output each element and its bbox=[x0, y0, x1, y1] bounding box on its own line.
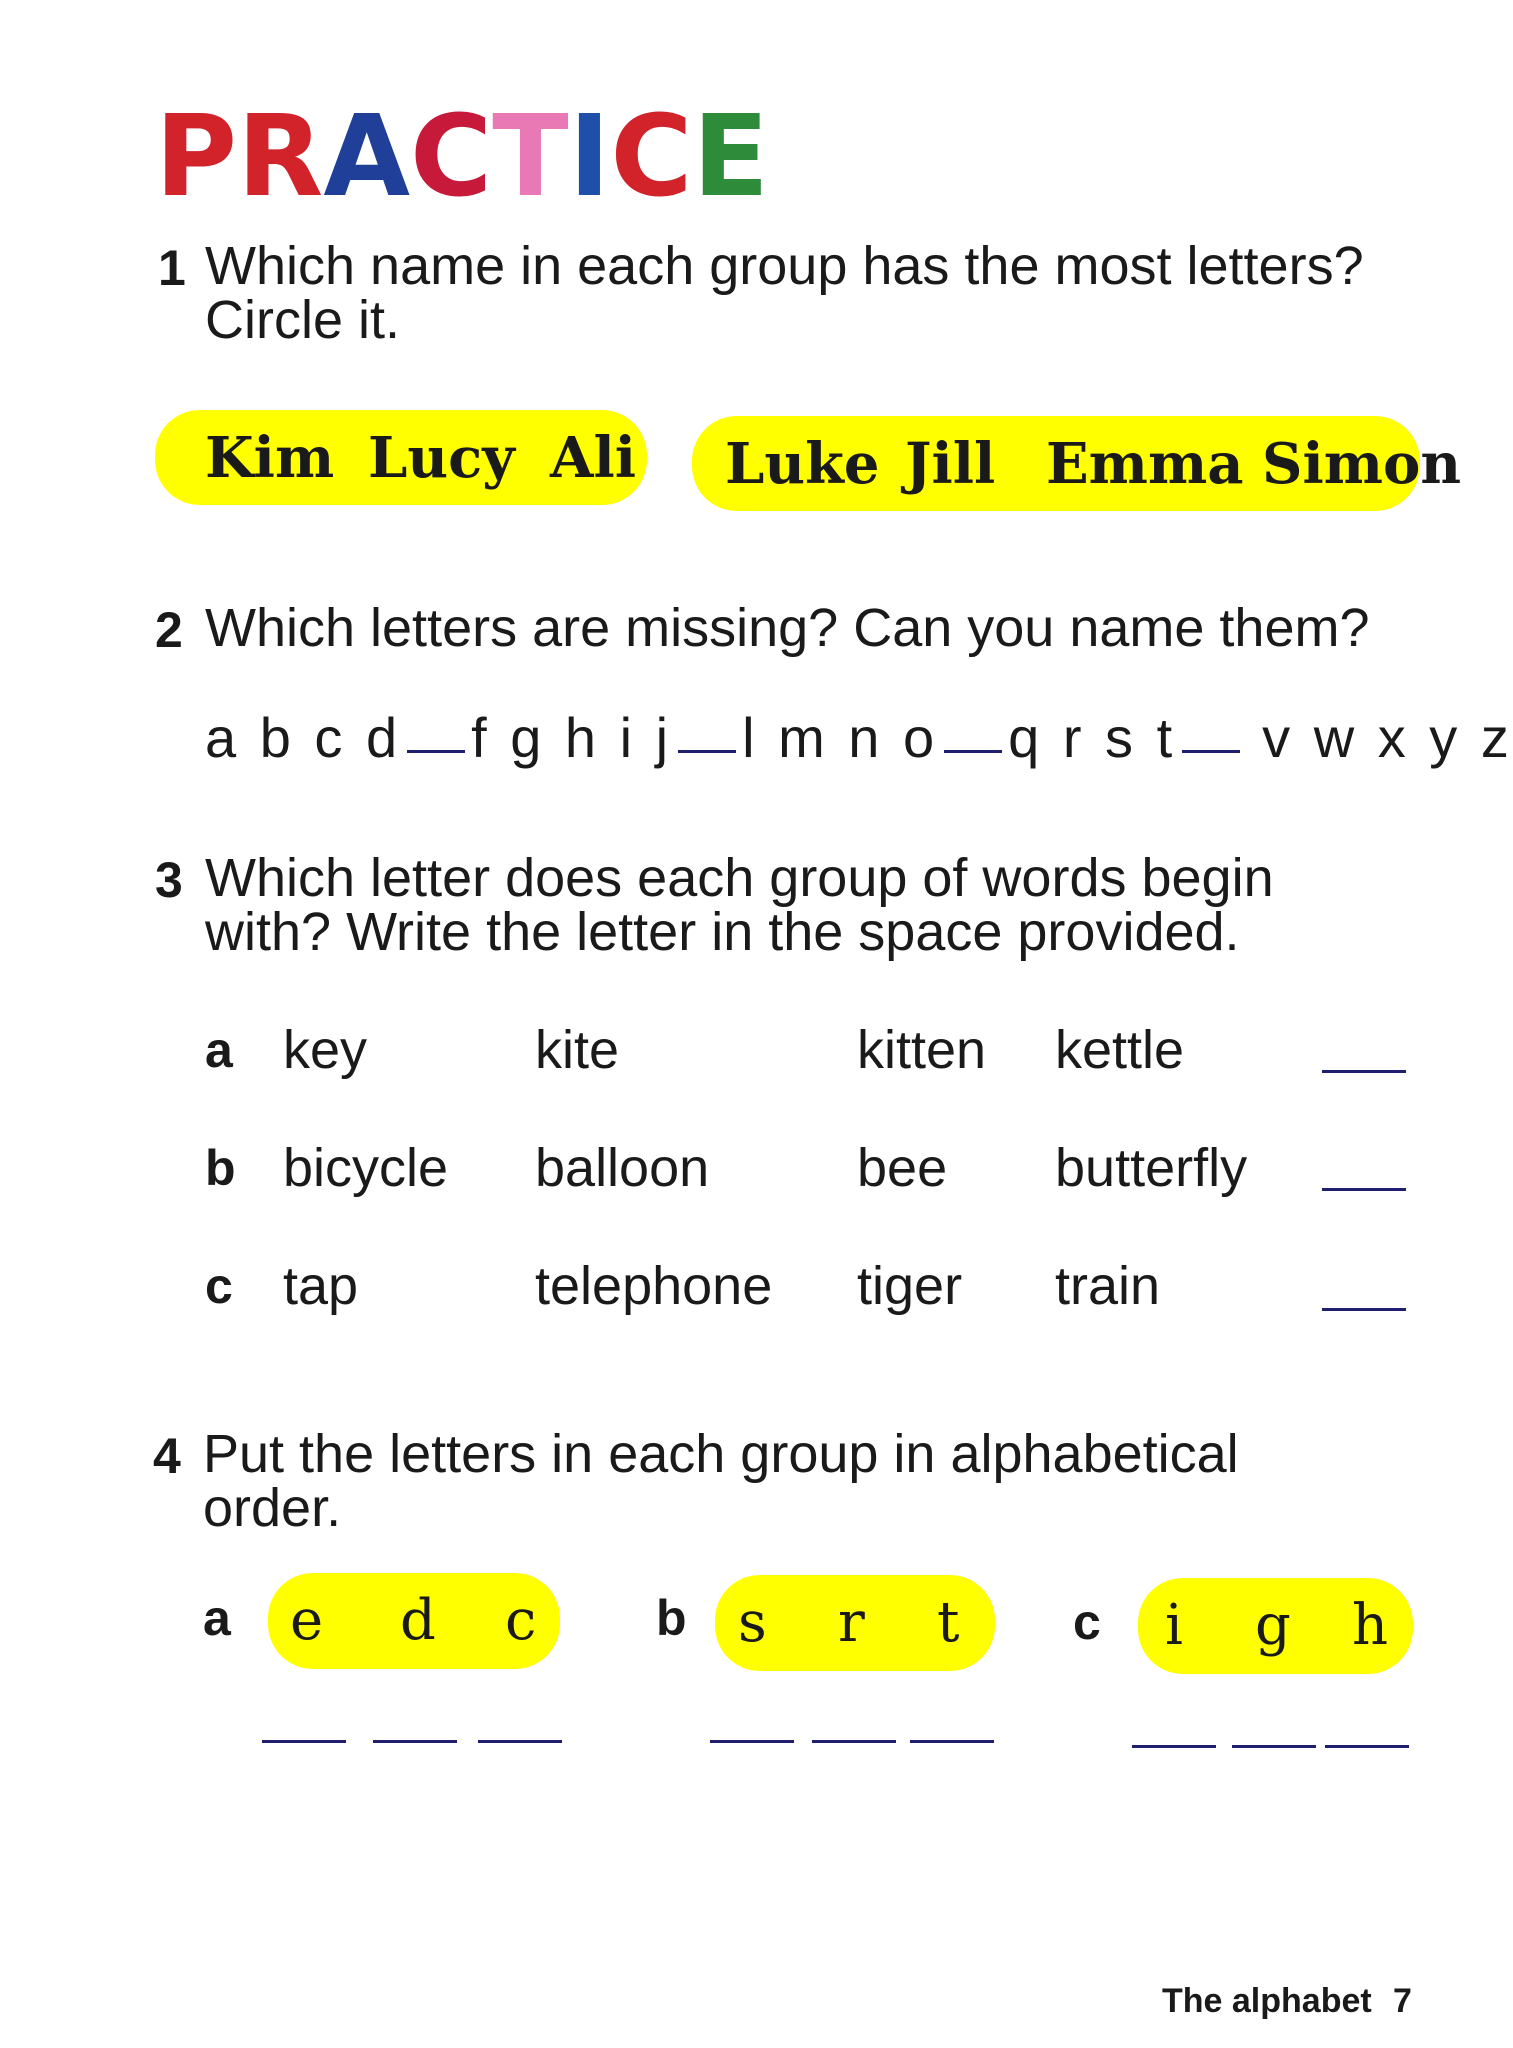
letter: e bbox=[290, 1588, 324, 1653]
name-option[interactable]: Kim bbox=[205, 425, 335, 491]
title-letter: E bbox=[692, 92, 770, 222]
letter: h bbox=[1352, 1593, 1389, 1658]
group-label: c bbox=[1073, 1594, 1101, 1650]
word: train bbox=[1055, 1256, 1161, 1316]
answer-blank[interactable] bbox=[1322, 1070, 1406, 1073]
title-letter: R bbox=[237, 92, 324, 222]
question-4-text-line2: order. bbox=[203, 1478, 342, 1538]
title-letter: I bbox=[568, 92, 611, 222]
word: tiger bbox=[857, 1256, 963, 1316]
title-letter: A bbox=[323, 92, 411, 222]
question-4-text-line1: Put the letters in each group in alphabetical bbox=[203, 1424, 1239, 1484]
word: tap bbox=[283, 1256, 359, 1316]
question-4-number: 4 bbox=[153, 1428, 181, 1484]
answer-blank[interactable] bbox=[1322, 1308, 1406, 1311]
row-label: c bbox=[205, 1258, 233, 1314]
order-blank[interactable] bbox=[710, 1740, 794, 1743]
word: bicycle bbox=[283, 1138, 449, 1198]
row-label: a bbox=[205, 1022, 233, 1078]
page-number: 7 bbox=[1393, 1982, 1412, 2020]
alphabet-segment: a b c d bbox=[205, 706, 402, 769]
row-label: b bbox=[205, 1140, 236, 1196]
page-title bbox=[155, 92, 769, 222]
name-option[interactable]: Ali bbox=[550, 425, 636, 491]
group-label: a bbox=[203, 1590, 231, 1646]
name-option[interactable]: Emma bbox=[1046, 431, 1244, 497]
question-2-number: 2 bbox=[155, 602, 183, 658]
missing-letter-blank[interactable] bbox=[407, 750, 465, 753]
letter: g bbox=[1255, 1593, 1291, 1658]
question-3-text-line1: Which letter does each group of words begin bbox=[205, 848, 1274, 908]
alphabet-sequence bbox=[205, 708, 1513, 768]
alphabet-segment: q r s t bbox=[1008, 706, 1177, 769]
question-3-number: 3 bbox=[155, 852, 183, 908]
letter: d bbox=[400, 1588, 436, 1653]
word: kettle bbox=[1055, 1020, 1185, 1080]
missing-letter-blank[interactable] bbox=[944, 750, 1002, 753]
word: kitten bbox=[857, 1020, 987, 1080]
alphabet-segment: l m n o bbox=[742, 706, 939, 769]
letter: s bbox=[738, 1590, 767, 1655]
order-blank[interactable] bbox=[910, 1740, 994, 1743]
group-label: b bbox=[656, 1590, 687, 1646]
name-option[interactable]: Jill bbox=[905, 431, 996, 497]
name-option[interactable]: Lucy bbox=[368, 425, 515, 491]
order-blank[interactable] bbox=[262, 1740, 346, 1743]
letter: r bbox=[838, 1590, 865, 1655]
letter: c bbox=[505, 1588, 537, 1653]
title-letter: P bbox=[155, 92, 238, 222]
word: key bbox=[283, 1020, 368, 1080]
footer-section-title: The alphabet bbox=[1162, 1982, 1372, 2020]
order-blank[interactable] bbox=[812, 1740, 896, 1743]
word: kite bbox=[535, 1020, 620, 1080]
question-3-text-line2: with? Write the letter in the space provided. bbox=[205, 902, 1240, 962]
title-letter: C bbox=[410, 92, 493, 222]
order-blank[interactable] bbox=[478, 1740, 562, 1743]
alphabet-segment: v w x y z bbox=[1262, 706, 1513, 769]
question-1-text-line1: Which name in each group has the most letters? bbox=[205, 236, 1364, 296]
name-option[interactable]: Luke bbox=[725, 431, 880, 497]
order-blank[interactable] bbox=[1325, 1745, 1409, 1748]
name-option[interactable]: Simon bbox=[1262, 431, 1462, 497]
question-1-number: 1 bbox=[158, 240, 186, 296]
question-1-text-line2: Circle it. bbox=[205, 290, 401, 350]
order-blank[interactable] bbox=[1232, 1745, 1316, 1748]
order-blank[interactable] bbox=[373, 1740, 457, 1743]
word: balloon bbox=[535, 1138, 710, 1198]
letter: t bbox=[937, 1590, 960, 1655]
word: telephone bbox=[535, 1256, 773, 1316]
letter: i bbox=[1165, 1593, 1183, 1658]
alphabet-segment: f g h i j bbox=[471, 706, 673, 769]
title-letter: C bbox=[610, 92, 693, 222]
title-letter: T bbox=[492, 92, 569, 222]
word: bee bbox=[857, 1138, 948, 1198]
order-blank[interactable] bbox=[1132, 1745, 1216, 1748]
missing-letter-blank[interactable] bbox=[678, 750, 736, 753]
question-2-text: Which letters are missing? Can you name them? bbox=[205, 598, 1370, 658]
word: butterfly bbox=[1055, 1138, 1248, 1198]
missing-letter-blank[interactable] bbox=[1182, 750, 1240, 753]
answer-blank[interactable] bbox=[1322, 1188, 1406, 1191]
